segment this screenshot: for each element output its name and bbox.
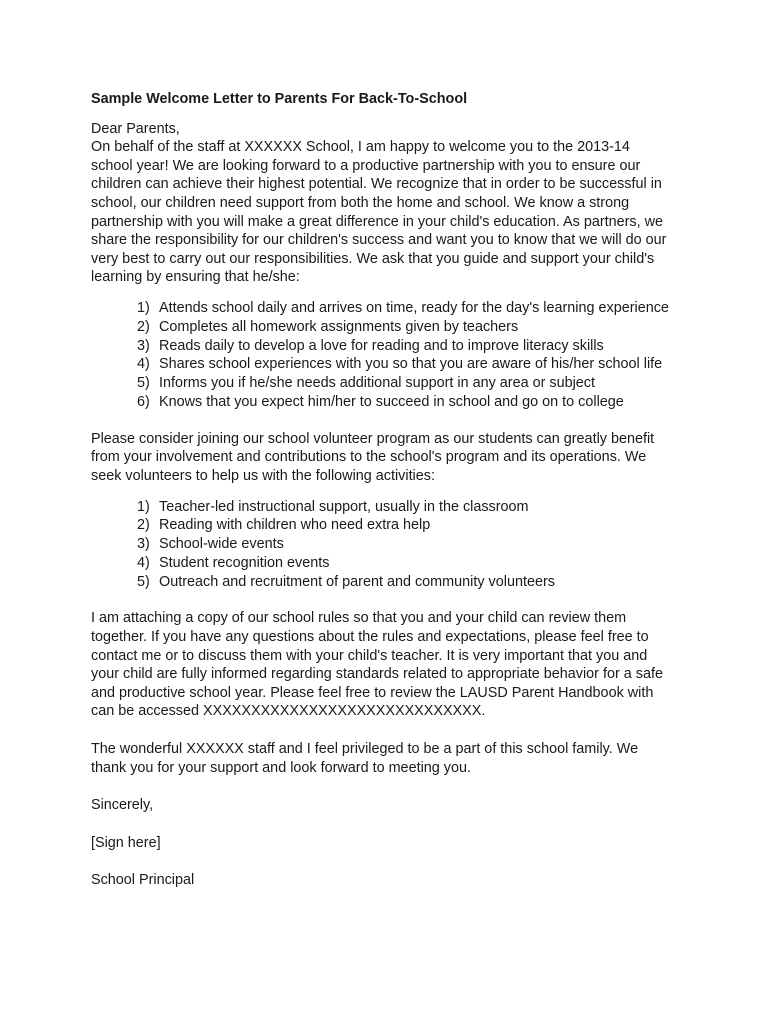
list-number: 3) (137, 536, 150, 553)
list-item (91, 374, 671, 393)
list-text: Outreach and recruitment of parent and community volunteers (159, 573, 555, 590)
intro-paragraph: On behalf of the staff at XXXXXX School, I am happy to welcome you to the 2013-14 school year! We are looking forward to a productive partnership with you to ensure our children can achieve their highest potential. We recognize that in order to be successful in school, our children need support from both the home and school. We know a strong partnership with you will make a great difference in your child's education. As partners, we share the responsibility for our children's success and want you to know that we will do our very best to carry out our responsibilities. We ask that you guide and support your child's learning by ensuring that he/she: (91, 139, 667, 286)
list-text: Reading with children who need extra help (159, 517, 431, 534)
list-text: School-wide events (159, 536, 284, 553)
signature-placeholder: [Sign here] (91, 834, 161, 851)
list-number: 2) (137, 517, 150, 534)
list-item (91, 355, 671, 374)
list-item (91, 554, 671, 573)
list-number: 2) (137, 318, 150, 335)
list-text: Reads daily to develop a love for reading and to improve literacy skills (159, 337, 604, 354)
list-item (91, 516, 671, 535)
list-number: 1) (137, 299, 150, 316)
list-text: Completes all homework assignments given by teachers (159, 318, 519, 335)
list-item (91, 498, 671, 517)
list-item (91, 535, 671, 554)
list-number: 5) (137, 573, 150, 590)
list-text: Informs you if he/she needs additional support in any area or subject (159, 375, 595, 392)
list-number: 6) (137, 393, 150, 410)
responsibilities-list (91, 299, 671, 412)
list-text: Teacher-led instructional support, usually in the classroom (159, 498, 529, 515)
closing: Sincerely, (91, 797, 154, 814)
list-number: 4) (137, 356, 150, 373)
signer-title: School Principal (91, 872, 195, 889)
list-item (91, 337, 671, 356)
list-text: Knows that you expect him/her to succeed in school and go on to college (159, 393, 624, 410)
list-item (91, 573, 671, 592)
activities-list (91, 498, 671, 592)
list-text: Student recognition events (159, 554, 330, 571)
list-item (91, 393, 671, 412)
list-number: 5) (137, 375, 150, 392)
list-text: Shares school experiences with you so that you are aware of his/her school life (159, 356, 663, 373)
list-number: 3) (137, 337, 150, 354)
letter-title: Sample Welcome Letter to Parents For Back-To-School (91, 91, 468, 107)
list-item (91, 299, 671, 318)
volunteer-paragraph: Please consider joining our school volunteer program as our students can greatly benefit from your involvement and contributions to the school's program and its operations. We seek volunteers to help us with the following activities: (91, 430, 655, 484)
list-text: Attends school daily and arrives on time, ready for the day's learning experience (159, 299, 669, 316)
list-item (91, 318, 671, 337)
rules-paragraph: I am attaching a copy of our school rules so that you and your child can review them together. If you have any questions about the rules and expectations, please feel free to contact me or to discuss them with your child's teacher. It is very important that you and your child are fully informed regarding standards related to appropriate behavior for a safe and productive school year. Please feel free to review the LAUSD Parent Handbook with can be accessed XXXXXXXXXXXXXXXXXXXXXXXXXXXXX. (91, 610, 663, 720)
salutation: Dear Parents, (91, 120, 180, 137)
thanks-paragraph: The wonderful XXXXXX staff and I feel privileged to be a part of this school family. We thank you for your support and look forward to meeting you. (91, 741, 639, 776)
list-number: 4) (137, 554, 150, 571)
list-number: 1) (137, 498, 150, 515)
letter-page (91, 90, 671, 890)
